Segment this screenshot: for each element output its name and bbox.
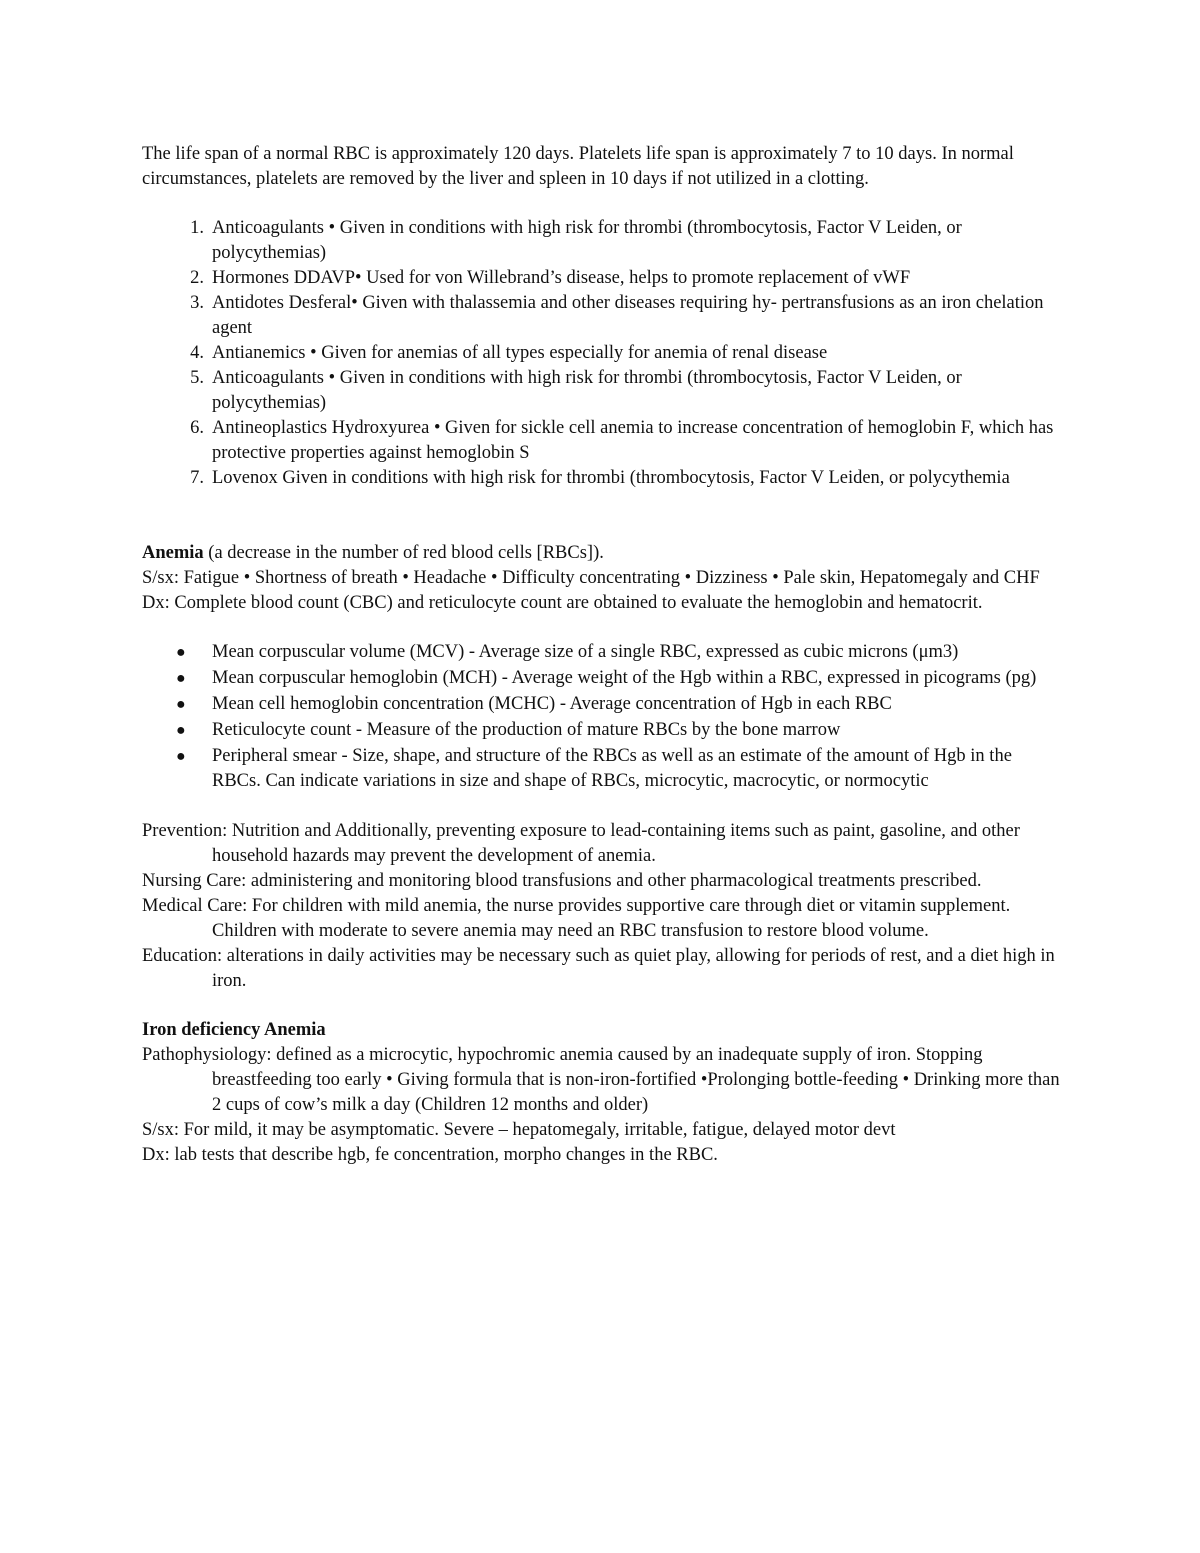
lab-bullet-list: [142, 640, 1062, 794]
anemia-prevention: Prevention: Nutrition and Additionally, preventing exposure to lead-containing items such as paint, gasoline, and other household hazards may prevent the development of anemia.: [142, 821, 1020, 866]
list-number: 6.: [190, 418, 204, 438]
list-item-text: Mean corpuscular volume (MCV) - Average size of a single RBC, expressed as cubic microns (μm3): [212, 642, 959, 662]
list-item-text: Hormones DDAVP• Used for von Willebrand’s disease, helps to promote replacement of vWF: [212, 268, 911, 288]
spacer: [142, 192, 1062, 216]
anemia-dx: Dx: Complete blood count (CBC) and reticulocyte count are obtained to evaluate the hemoglobin and hematocrit.: [142, 593, 983, 613]
list-item: [142, 291, 1062, 341]
bullet-icon: ●: [176, 748, 186, 765]
spacer: [142, 994, 1062, 1018]
spacer: [142, 491, 1062, 541]
list-item: [142, 366, 1062, 416]
list-item: [142, 692, 1062, 717]
anemia-heading-line: [142, 541, 1062, 566]
anemia-nursing-care: Nursing Care: administering and monitoring blood transfusions and other pharmacological treatments prescribed.: [142, 871, 982, 891]
list-item-text: Antianemics • Given for anemias of all types especially for anemia of renal disease: [212, 343, 828, 363]
list-item-text: Anticoagulants • Given in conditions with high risk for thrombi (thrombocytosis, Factor V Leiden, or polycythemias): [212, 368, 962, 413]
list-item: [142, 666, 1062, 691]
spacer: [142, 795, 1062, 819]
list-item-text: Antidotes Desferal• Given with thalassemia and other diseases requiring hy- pertransfusions as an iron chelation agent: [212, 293, 1044, 338]
bullet-icon: ●: [176, 696, 186, 713]
list-item: [142, 216, 1062, 266]
document-page: [142, 142, 1062, 1168]
iron-pathophysiology: Pathophysiology: defined as a microcytic, hypochromic anemia caused by an inadequate supply of iron. Stopping breastfeeding too early • Giving formula that is non-iron-fortified •Prolonging bottle-feeding • Drinking more than 2 cups of cow’s milk a day (Children 12 months and older): [142, 1045, 1060, 1115]
list-item: [142, 718, 1062, 743]
bullet-icon: ●: [176, 670, 186, 687]
list-item: [142, 640, 1062, 665]
list-item: [142, 744, 1062, 794]
list-item-text: Peripheral smear - Size, shape, and structure of the RBCs as well as an estimate of the amount of Hgb in the RBCs. Can indicate variations in size and shape of RBCs, microcytic, macrocytic, or normocytic: [212, 746, 1012, 791]
list-number: 5.: [190, 368, 204, 388]
list-item: [142, 341, 1062, 366]
list-number: 2.: [190, 268, 204, 288]
section-heading-iron-deficiency: Iron deficiency Anemia: [142, 1020, 326, 1040]
list-item-text: Anticoagulants • Given in conditions with high risk for thrombi (thrombocytosis, Factor V Leiden, or polycythemias): [212, 218, 962, 263]
list-item-text: Antineoplastics Hydroxyurea • Given for sickle cell anemia to increase concentration of hemoglobin F, which has protective properties against hemoglobin S: [212, 418, 1054, 463]
iron-heading-line: [142, 1018, 1062, 1043]
list-item: [142, 416, 1062, 466]
anemia-medical-care: Medical Care: For children with mild anemia, the nurse provides supportive care through diet or vitamin supplement. Children with moderate to severe anemia may need an RBC transfusion to restore blood volume.: [142, 896, 1011, 941]
intro-paragraph: The life span of a normal RBC is approximately 120 days. Platelets life span is approximately 7 to 10 days. In normal circumstances, platelets are removed by the liver and spleen in 10 days if not utilized in a clotting.: [142, 144, 1014, 189]
list-number: 4.: [190, 343, 204, 363]
anemia-ssx: S/sx: Fatigue • Shortness of breath • Headache • Difficulty concentrating • Dizziness • Pale skin, Hepatomegaly and CHF: [142, 568, 1040, 588]
bullet-icon: ●: [176, 644, 186, 661]
iron-dx: Dx: lab tests that describe hgb, fe concentration, morpho changes in the RBC.: [142, 1145, 718, 1165]
list-item-text: Mean corpuscular hemoglobin (MCH) - Average weight of the Hgb within a RBC, expressed in picograms (pg): [212, 668, 1037, 688]
list-item-text: Reticulocyte count - Measure of the production of mature RBCs by the bone marrow: [212, 720, 841, 740]
anemia-education: Education: alterations in daily activities may be necessary such as quiet play, allowing for periods of rest, and a diet high in iron.: [142, 946, 1055, 991]
list-item-text: Mean cell hemoglobin concentration (MCHC) - Average concentration of Hgb in each RBC: [212, 694, 892, 714]
anemia-definition: (a decrease in the number of red blood cells [RBCs]).: [203, 543, 604, 563]
bullet-icon: ●: [176, 722, 186, 739]
list-item-text: Lovenox Given in conditions with high risk for thrombi (thrombocytosis, Factor V Leiden, or polycythemia: [212, 468, 1010, 488]
drug-list: [142, 216, 1062, 491]
list-number: 1.: [190, 218, 204, 238]
list-item: [142, 266, 1062, 291]
list-number: 7.: [190, 468, 204, 488]
list-item: [142, 466, 1062, 491]
section-heading-anemia: Anemia: [142, 543, 204, 563]
spacer: [142, 616, 1062, 640]
list-number: 3.: [190, 293, 204, 313]
iron-ssx: S/sx: For mild, it may be asymptomatic. Severe – hepatomegaly, irritable, fatigue, delayed motor devt: [142, 1120, 896, 1140]
